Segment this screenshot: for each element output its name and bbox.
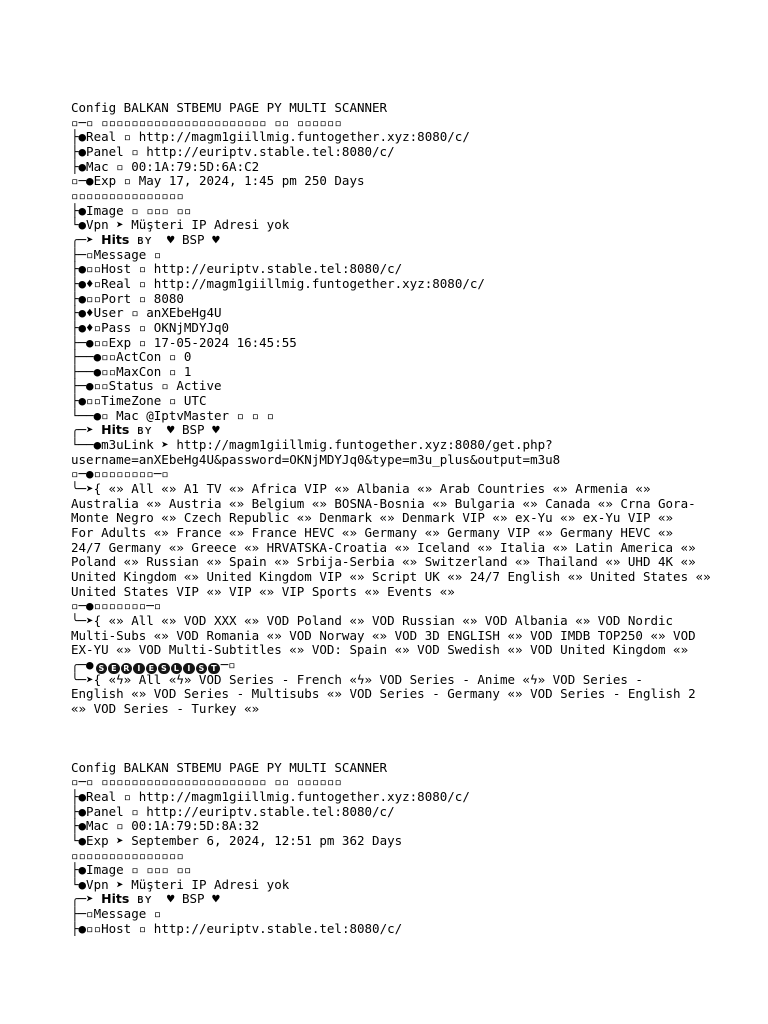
hits-header bbox=[71, 233, 731, 248]
user-value: anXEbeHg4U bbox=[146, 305, 222, 321]
account-real-label: ├●♦▫Real ▫ bbox=[71, 275, 154, 291]
host-label: ├●▫▫Host ▫ bbox=[71, 920, 154, 936]
status-value: Active bbox=[176, 378, 222, 394]
live-categories-line: 24/7 Germany «» Greece «» HRVATSKA-Croatia «» Iceland «» Italia «» Latin America «» bbox=[71, 539, 696, 555]
live-categories-line: Australia «» Austria «» Belgium «» BOSNA-Bosnia «» Bulgaria «» Canada «» Crna Gora- bbox=[71, 495, 696, 511]
message-row: ├─▫Message ▫ bbox=[71, 246, 162, 262]
vod-header: ▫─●▫▫▫▫▫▫▫─▫ bbox=[71, 598, 162, 614]
mac-credit-row: └──●▫ Mac @IptvMaster ▫ ▫ ▫ bbox=[71, 407, 275, 423]
status-row bbox=[71, 379, 731, 394]
image-label: ├●Image ▫ bbox=[71, 202, 147, 218]
hits-arrow: ╭─➤ bbox=[71, 891, 102, 907]
vpn-row bbox=[71, 218, 731, 233]
badge-letter: I bbox=[133, 663, 145, 675]
actcon-label: ├──●▫▫ActCon ▫ bbox=[71, 349, 184, 365]
user-row bbox=[71, 306, 731, 321]
portal-panel-url: http://euriptv.stable.tel:8080/c/ bbox=[146, 803, 395, 819]
hits-credit: ʙʏ ♥ BSP ♥ bbox=[129, 231, 220, 247]
config-title: Config BALKAN STBEMU PAGE PY MULTI SCANNER bbox=[71, 100, 388, 115]
account-exp-label: ├─●▫▫Exp ▫ bbox=[71, 334, 154, 350]
hits-credit: ʙʏ ♥ BSP ♥ bbox=[129, 891, 220, 907]
portal-panel-label: ├●Panel ▫ bbox=[71, 143, 147, 159]
timezone-row bbox=[71, 394, 731, 409]
portal-real-url: http://magm1giillmig.funtogether.xyz:8080/c/ bbox=[138, 129, 470, 145]
vod-categories-line: ╰─➤{ «» All «» VOD XXX «» VOD Poland «» VOD Russian «» VOD Albania «» VOD Nordic bbox=[71, 612, 674, 628]
vod-categories-line: EX-YU «» VOD Multi-Subtitles «» VOD: Spain «» VOD Swedish «» VOD United Kingdom «» bbox=[71, 642, 689, 658]
maxcon-label: ├──●▫▫MaxCon ▫ bbox=[71, 363, 184, 379]
portal-panel-url: http://euriptv.stable.tel:8080/c/ bbox=[146, 143, 395, 159]
series-header bbox=[71, 658, 731, 673]
host-url: http://euriptv.stable.tel:8080/c/ bbox=[153, 261, 403, 277]
pass-value: OKNjMDYJq0 bbox=[153, 319, 230, 335]
portal-mac-row bbox=[71, 160, 731, 175]
live-categories-line: United States VIP «» VIP «» VIP Sports «» Events «» bbox=[71, 583, 455, 599]
host-label: ├●▫▫Host ▫ bbox=[71, 261, 154, 277]
vpn-value: Müşteri IP Adresi yok bbox=[131, 876, 290, 892]
info-divider: ▫▫▫▫▫▫▫▫▫▫▫▫▫▫▫ bbox=[71, 847, 184, 863]
actcon-row bbox=[71, 350, 731, 365]
portal-real-label: ├●Real ▫ bbox=[71, 788, 139, 804]
image-row bbox=[71, 204, 731, 219]
timezone-value: UTC bbox=[183, 393, 207, 409]
series-header-suffix: ─▫ bbox=[220, 656, 236, 672]
actcon-value: 0 bbox=[183, 349, 192, 365]
hits-arrow: ╭─➤ bbox=[71, 422, 102, 438]
portal-real-row bbox=[71, 130, 731, 145]
account-exp-row bbox=[71, 336, 731, 351]
image-row bbox=[71, 863, 731, 878]
portal-exp-row bbox=[71, 174, 731, 189]
host-row bbox=[71, 922, 731, 937]
port-label: ├●▫▫Port ▫ bbox=[71, 290, 154, 306]
portal-exp-value: May 17, 2024, 1:45 pm 250 Days bbox=[138, 173, 365, 189]
host-row bbox=[71, 262, 731, 277]
hits-label: Hits bbox=[101, 231, 130, 247]
account-exp-value: 17-05-2024 16:45:55 bbox=[153, 334, 297, 350]
hits-credit: ʙʏ ♥ BSP ♥ bbox=[129, 422, 220, 438]
live-categories-line: Poland «» Russian «» Spain «» Srbija-Serbia «» Switzerland «» Thailand «» UHD 4K «» bbox=[71, 554, 696, 570]
m3u-link-url-part-2: username=anXEbeHg4U&password=OKNjMDYJq0&type=m3u_plus&output=m3u8 bbox=[71, 451, 561, 467]
portal-real-row bbox=[71, 790, 731, 805]
hits-label: Hits bbox=[101, 891, 130, 907]
live-categories-line: Monte Negro «» Czech Republic «» Denmark «» Denmark VIP «» ex-Yu «» ex-Yu VIP «» bbox=[71, 510, 674, 526]
info-divider: ▫▫▫▫▫▫▫▫▫▫▫▫▫▫▫ bbox=[71, 187, 184, 203]
config-title: Config BALKAN STBEMU PAGE PY MULTI SCANNER bbox=[71, 759, 388, 775]
badge-letter: T bbox=[208, 663, 220, 675]
live-categories-line: ╰─➤{ «» All «» A1 TV «» Africa VIP «» Albania «» Arab Countries «» Armenia «» bbox=[71, 481, 651, 497]
vpn-row bbox=[71, 878, 731, 893]
portal-mac-label: ├●Mac ▫ bbox=[71, 818, 132, 834]
badge-letter: L bbox=[171, 663, 183, 675]
port-value: 8080 bbox=[153, 290, 184, 306]
host-url: http://euriptv.stable.tel:8080/c/ bbox=[153, 920, 403, 936]
m3u-link-url-part-1: http://magm1giillmig.funtogether.xyz:8080/get.php? bbox=[176, 437, 553, 453]
series-categories-line: «» VOD Series - Turkey «» bbox=[71, 700, 260, 716]
portal-real-url: http://magm1giillmig.funtogether.xyz:8080/c/ bbox=[138, 788, 470, 804]
m3u-link-label: └──●m3uLink ➤ bbox=[71, 437, 177, 453]
badge-letter: S bbox=[96, 663, 108, 675]
badge-letter: E bbox=[108, 663, 120, 675]
live-header: ▫─●▫▫▫▫▫▫▫▫─▫ bbox=[71, 466, 169, 482]
portal-panel-label: ├●Panel ▫ bbox=[71, 803, 147, 819]
link-hits-header bbox=[71, 423, 731, 438]
image-label: ├●Image ▫ bbox=[71, 862, 147, 878]
account-real-url: http://magm1giillmig.funtogether.xyz:8080/c/ bbox=[153, 275, 485, 291]
portal-real-label: ├●Real ▫ bbox=[71, 129, 139, 145]
pass-label: ├●♦▫Pass ▫ bbox=[71, 319, 154, 335]
series-categories-line: ╰─➤{ «ϟ» All «ϟ» VOD Series - French «ϟ» VOD Series - Anime «ϟ» VOD Series - bbox=[71, 671, 643, 687]
hits-label: Hits bbox=[101, 422, 130, 438]
portal-mac-value: 00:1A:79:5D:6A:C2 bbox=[131, 158, 260, 174]
timezone-label: ├●▫▫TimeZone ▫ bbox=[71, 393, 184, 409]
vod-categories-line: Multi-Subs «» VOD Romania «» VOD Norway «» VOD 3D ENGLISH «» VOD IMDB TOP250 «» VOD bbox=[71, 627, 696, 643]
port-row bbox=[71, 292, 731, 307]
vpn-label: └●Vpn ➤ bbox=[71, 876, 132, 892]
portal-exp-label: └●Exp ➤ bbox=[71, 832, 132, 848]
badge-letter: R bbox=[121, 663, 133, 675]
live-categories-line: United Kingdom «» United Kingdom VIP «» Script UK «» 24/7 English «» United States «» bbox=[71, 569, 711, 584]
message-row: ├─▫Message ▫ bbox=[71, 906, 162, 922]
image-value: ▫▫▫ ▫▫ bbox=[146, 862, 192, 878]
portal-exp-value: September 6, 2024, 12:51 pm 362 Days bbox=[131, 832, 403, 848]
header-divider: ▫─▫ ▫▫▫▫▫▫▫▫▫▫▫▫▫▫▫▫▫▫▫▫▫▫ ▫▫ ▫▫▫▫▫▫ bbox=[71, 114, 342, 130]
document-body bbox=[71, 101, 731, 936]
maxcon-value: 1 bbox=[183, 363, 192, 379]
portal-exp-label: ▫─●Exp ▫ bbox=[71, 173, 139, 189]
user-label: ├●♦User ▫ bbox=[71, 305, 147, 321]
maxcon-row bbox=[71, 365, 731, 380]
portal-mac-value: 00:1A:79:5D:8A:32 bbox=[131, 818, 260, 834]
portal-exp-row bbox=[71, 834, 731, 849]
hits-header bbox=[71, 892, 731, 907]
portal-mac-row bbox=[71, 819, 731, 834]
portal-panel-row bbox=[71, 805, 731, 820]
live-categories-line: For Adults «» France «» France HEVC «» Germany «» Germany VIP «» Germany HEVC «» bbox=[71, 525, 674, 541]
badge-letter: I bbox=[183, 663, 195, 675]
portal-mac-label: ├●Mac ▫ bbox=[71, 158, 132, 174]
image-value: ▫▫▫ ▫▫ bbox=[146, 202, 192, 218]
vpn-value: Müşteri IP Adresi yok bbox=[131, 217, 290, 233]
badge-letter: S bbox=[158, 663, 170, 675]
account-real-row bbox=[71, 277, 731, 292]
pass-row bbox=[71, 321, 731, 336]
status-label: ├─●▫▫Status ▫ bbox=[71, 378, 177, 394]
series-header-prefix: ╭─● bbox=[71, 656, 94, 672]
hits-arrow: ╭─➤ bbox=[71, 231, 102, 247]
badge-letter: S bbox=[196, 663, 208, 675]
block-gap bbox=[71, 717, 731, 761]
series-categories-line: English «» VOD Series - Multisubs «» VOD Series - Germany «» VOD Series - English 2 bbox=[71, 686, 696, 702]
m3u-link-row bbox=[71, 438, 731, 453]
badge-letter: E bbox=[146, 663, 158, 675]
header-divider: ▫─▫ ▫▫▫▫▫▫▫▫▫▫▫▫▫▫▫▫▫▫▫▫▫▫ ▫▫ ▫▫▫▫▫▫ bbox=[71, 774, 342, 790]
vpn-label: └●Vpn ➤ bbox=[71, 217, 132, 233]
portal-panel-row bbox=[71, 145, 731, 160]
